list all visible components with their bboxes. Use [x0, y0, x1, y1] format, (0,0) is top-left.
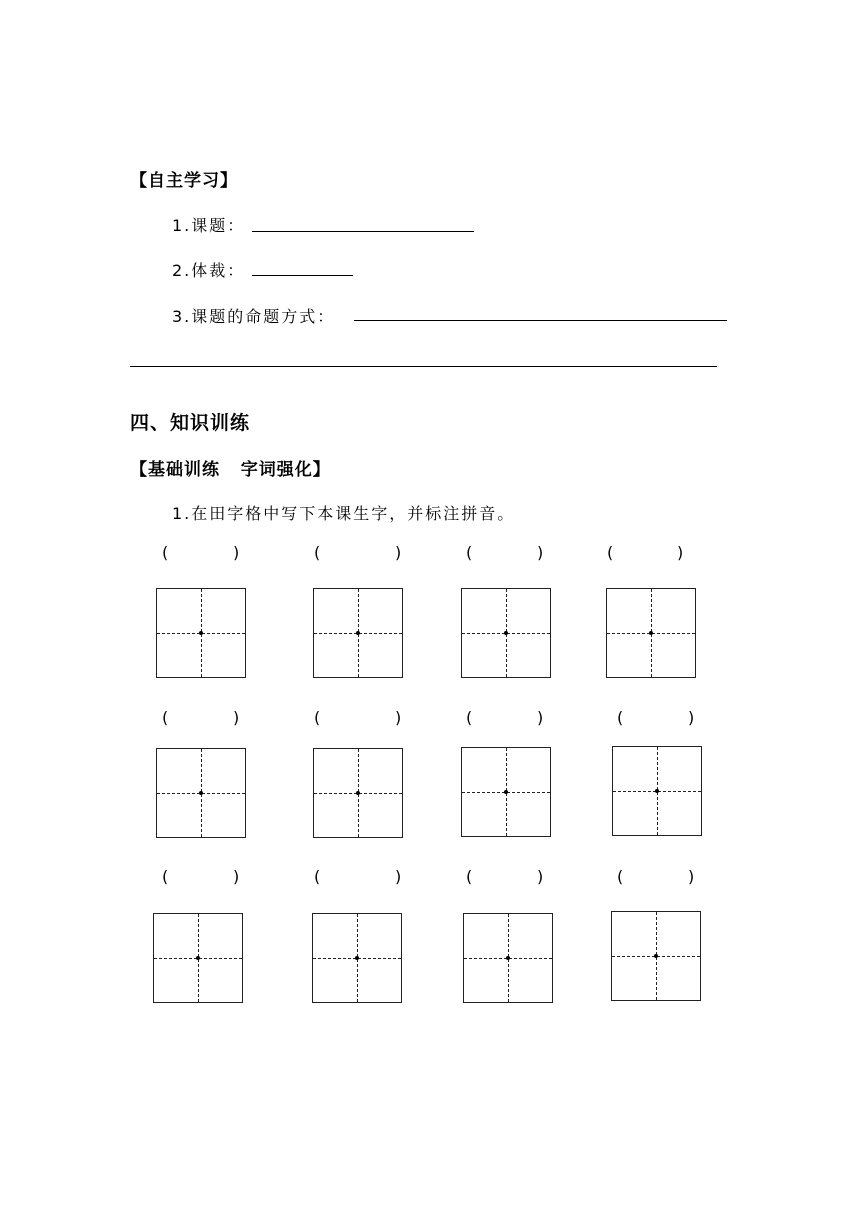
- pinyin-paren-close: ): [688, 867, 695, 886]
- pinyin-paren-open: (: [466, 543, 473, 562]
- pinyin-paren-open: (: [162, 708, 169, 727]
- self-study-heading: 【自主学习】: [130, 171, 238, 191]
- tianzige-grid[interactable]: [463, 913, 553, 1003]
- pinyin-paren-close: ): [233, 543, 240, 562]
- pinyin-paren-open: (: [162, 543, 169, 562]
- pinyin-paren-open: (: [162, 867, 169, 886]
- item-naming-method-label: 3.课题的命题方式：: [172, 307, 336, 326]
- pinyin-paren-close: ): [537, 708, 544, 727]
- pinyin-paren-close: ): [395, 708, 402, 727]
- pinyin-paren-open: (: [314, 708, 321, 727]
- topic-answer-line[interactable]: [252, 231, 474, 232]
- tianzige-grid[interactable]: [312, 913, 402, 1003]
- pinyin-paren-open: (: [617, 867, 624, 886]
- pinyin-paren-close: ): [537, 867, 544, 886]
- tianzige-grid[interactable]: [156, 588, 246, 678]
- pinyin-paren-close: ): [233, 867, 240, 886]
- pinyin-paren-open: (: [466, 708, 473, 727]
- tianzige-grid[interactable]: [611, 911, 701, 1001]
- tianzige-grid[interactable]: [153, 913, 243, 1003]
- instruction-text: 1.在田字格中写下本课生字，并标注拼音。: [172, 504, 516, 523]
- naming-method-answer-line-2[interactable]: [130, 366, 717, 367]
- tianzige-grid[interactable]: [156, 748, 246, 838]
- pinyin-paren-open: (: [617, 708, 624, 727]
- naming-method-answer-line[interactable]: [354, 320, 727, 321]
- pinyin-paren-close: ): [395, 543, 402, 562]
- basic-training-heading: 【基础训练 字词强化】: [130, 460, 331, 480]
- tianzige-grid[interactable]: [612, 746, 702, 836]
- tianzige-grid[interactable]: [313, 588, 403, 678]
- pinyin-paren-open: (: [466, 867, 473, 886]
- item-genre-label: 2.体裁：: [172, 261, 246, 280]
- tianzige-grid[interactable]: [606, 588, 696, 678]
- tianzige-grid[interactable]: [461, 588, 551, 678]
- pinyin-paren-close: ): [395, 867, 402, 886]
- tianzige-grid[interactable]: [461, 747, 551, 837]
- genre-answer-line[interactable]: [252, 275, 353, 276]
- item-topic-label: 1.课题：: [172, 216, 246, 235]
- pinyin-paren-close: ): [688, 708, 695, 727]
- tianzige-grid[interactable]: [313, 748, 403, 838]
- pinyin-paren-close: ): [233, 708, 240, 727]
- pinyin-paren-open: (: [607, 543, 614, 562]
- pinyin-paren-open: (: [314, 543, 321, 562]
- pinyin-paren-close: ): [537, 543, 544, 562]
- pinyin-paren-open: (: [314, 867, 321, 886]
- pinyin-paren-close: ): [677, 543, 684, 562]
- section-title: 四、知识训练: [130, 412, 251, 434]
